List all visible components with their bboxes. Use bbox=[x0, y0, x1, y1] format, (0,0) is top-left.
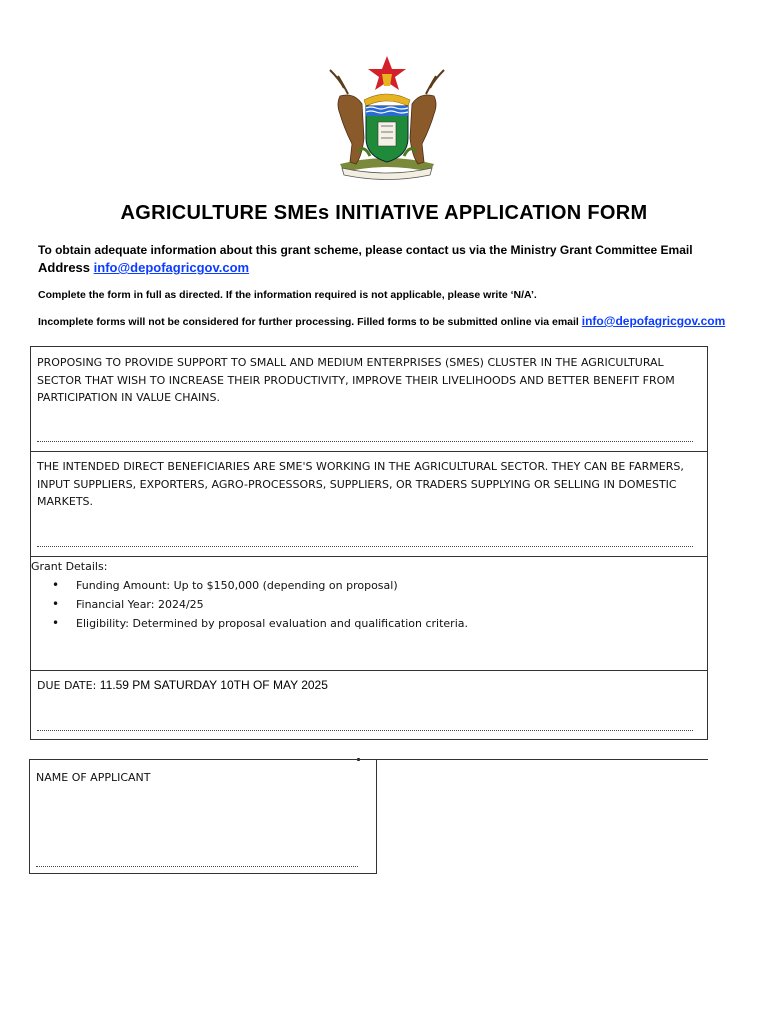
applicant-divider bbox=[376, 759, 708, 760]
address-label: Address bbox=[38, 260, 91, 275]
grant-item-eligibility: • Eligibility: Determined by proposal evaluation and qualification criteria. bbox=[31, 614, 468, 633]
submission-email-link[interactable]: info@depofagricgov.com bbox=[581, 314, 726, 328]
beneficiaries-text: THE INTENDED DIRECT BENEFICIARIES ARE SME'S WORKING IN THE AGRICULTURAL SECTOR. THEY CAN BE FARMERS, INPUT SUPPLIERS, EXPORTERS, AGRO-PROCESSORS, SUPPLIERS, OR TRADERS SUPPLYING OR SELLING IN DOMESTIC MARKETS. bbox=[37, 460, 684, 508]
grant-details-label: Grant Details: bbox=[31, 560, 108, 573]
grant-details-list bbox=[31, 576, 468, 633]
submission-note bbox=[38, 314, 725, 328]
due-date-value: 11.59 PM SATURDAY 10TH OF MAY 2025 bbox=[99, 678, 328, 692]
due-date-section bbox=[30, 670, 708, 740]
submission-note-text: Incomplete forms will not be considered for further processing. Filled forms to be submitted online via email bbox=[38, 316, 579, 328]
due-date-fill-line[interactable] bbox=[37, 730, 693, 731]
purpose-section bbox=[30, 346, 708, 452]
applicant-name-label: NAME OF APPLICANT bbox=[36, 771, 151, 784]
purpose-fill-line[interactable] bbox=[37, 441, 693, 442]
applicant-name-section bbox=[29, 759, 377, 874]
grant-item-financial-year: • Financial Year: 2024/25 bbox=[31, 595, 468, 614]
grant-item-funding: • Funding Amount: Up to $150,000 (depending on proposal) bbox=[31, 576, 468, 595]
form-title: AGRICULTURE SMEs INITIATIVE APPLICATION FORM bbox=[120, 202, 648, 224]
beneficiaries-fill-line[interactable] bbox=[37, 546, 693, 547]
contact-email-link[interactable]: info@depofagricgov.com bbox=[93, 260, 250, 275]
contact-text: To obtain adequate information about this grant scheme, please contact us via the Ministry Grant Committee Email bbox=[38, 243, 693, 257]
coat-of-arms-emblem bbox=[318, 56, 456, 180]
contact-address-line bbox=[38, 259, 718, 277]
completion-note: Complete the form in full as directed. If the information required is not applicable, please write ‘N/A’. bbox=[38, 289, 537, 301]
due-date-line bbox=[37, 677, 699, 695]
applicant-name-fill-line[interactable] bbox=[36, 866, 358, 867]
purpose-text: PROPOSING TO PROVIDE SUPPORT TO SMALL AND MEDIUM ENTERPRISES (SMES) CLUSTER IN THE AGRICULTURAL SECTOR THAT WISH TO INCREASE THEIR PRODUCTIVITY, IMPROVE THEIR LIVELIHOODS AND BETTER BENEFIT FROM PARTICIPATION IN VALUE CHAINS. bbox=[37, 356, 675, 404]
beneficiaries-section bbox=[30, 451, 708, 557]
grant-details-section bbox=[30, 556, 708, 671]
contact-instructions bbox=[38, 241, 718, 277]
due-date-label: DUE DATE: bbox=[37, 679, 97, 692]
